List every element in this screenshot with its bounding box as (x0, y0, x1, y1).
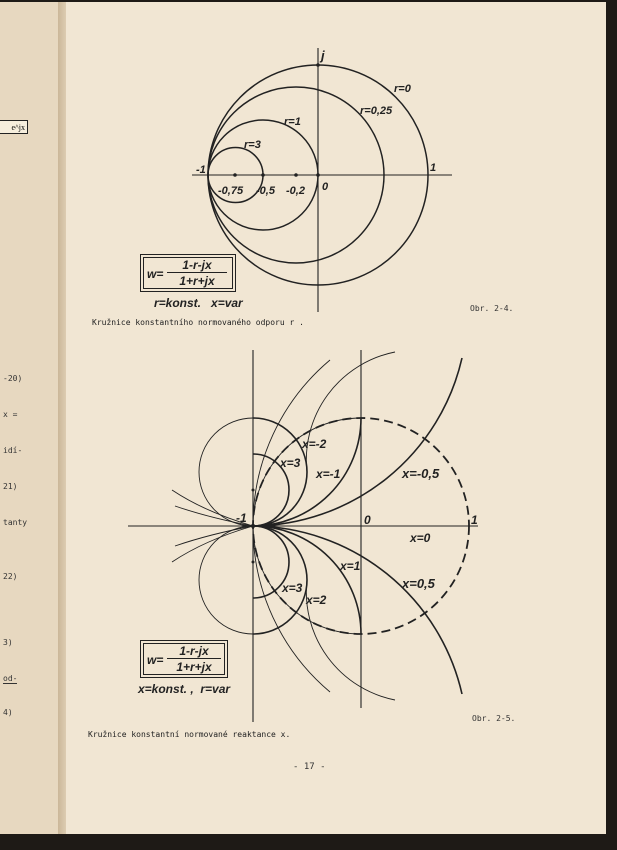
fig2-point-down (252, 561, 255, 564)
margin-line-7: 3) (3, 638, 13, 647)
margin-line-2: x = (3, 410, 18, 419)
fig2-label-minus1: -1 (236, 511, 247, 525)
fig2-label-xm05: x=-0,5 (402, 466, 440, 481)
fig1-label-minus1: -1 (196, 164, 206, 176)
fig2-thin-arc-upper-4 (306, 352, 395, 472)
fig1-obr: Obr. 2-4. (470, 304, 514, 313)
fig2-formula-denominator: 1+r+jx (176, 660, 212, 674)
margin-line-5: tanty (3, 518, 28, 527)
fig2-thin-arc-lower-1 (199, 526, 253, 634)
margin-line-6: 22) (3, 572, 18, 581)
fig1-point-origin (316, 173, 320, 177)
fig2-point-up (252, 489, 255, 492)
fig1-point-top (316, 63, 320, 67)
fig2-point-minus1 (251, 524, 255, 528)
fig1-condition: r=konst. x=var (154, 296, 243, 310)
fig1-point-minus02 (294, 173, 298, 177)
margin-line-1: -20) (3, 374, 23, 383)
fig2-obr: Obr. 2-5. (472, 714, 516, 723)
fig1-formula-denominator: 1+r+jx (179, 274, 215, 288)
margin-line-8: od- (3, 674, 18, 683)
fig2-arc-x2 (253, 526, 307, 634)
fig2-label-x05: x=0,5 (402, 576, 435, 591)
fig1-label-r025: r=0,25 (360, 105, 393, 117)
fig1-point-minus075 (233, 173, 237, 177)
left-formula-box-fragment: e^jx (0, 120, 28, 134)
fig1-label-minus075: -0,75 (218, 185, 244, 197)
fig2-label-x2: x=2 (306, 593, 327, 607)
fig2-arc-xm2 (253, 418, 307, 526)
margin-line-3: idí- (3, 446, 23, 455)
fig1-formula-numerator: 1-r-jx (167, 258, 227, 273)
fig1-label-one: 1 (430, 162, 437, 174)
fig1-formula-lhs: w= (147, 267, 164, 281)
fig1-label-minus05: -0,5 (256, 185, 275, 197)
fig1-label-zero: 0 (322, 181, 329, 193)
fig1-formula-box (140, 254, 236, 292)
fig1-caption: Kružnice konstantního normovaného odporu r . (92, 318, 304, 327)
fig1-label-r3: r=3 (244, 139, 261, 151)
fig2-label-x1: x=1 (340, 559, 361, 573)
fig1-point-minus05 (261, 173, 265, 177)
fig2-thin-arc-upper-1 (199, 418, 253, 526)
fig2-label-xm1: x=-1 (316, 467, 341, 481)
fig2-label-x0: x=0 (410, 531, 431, 545)
fig2-label-xm3: x=3 (280, 456, 301, 470)
fig1-label-r0: r=0 (394, 83, 411, 95)
fig1-label-r1: r=1 (284, 116, 301, 128)
fig2-formula-numerator: 1-r-jx (167, 644, 221, 659)
fig2-formula-box (140, 640, 228, 678)
fig2-label-one: 1 (471, 513, 478, 527)
fig2-condition: x=konst. , r=var (138, 682, 231, 696)
fig1-label-j: j (321, 48, 325, 63)
fig2-caption: Kružnice konstantní normované reaktance x. (88, 730, 291, 739)
fig2-label-zero: 0 (364, 513, 371, 527)
fig2-formula-lhs: w= (147, 653, 164, 667)
page-number: - 17 - (293, 762, 326, 772)
margin-line-9: 4) (3, 708, 13, 717)
fig1-label-minus02: -0,2 (286, 185, 305, 197)
margin-line-4: 21) (3, 482, 18, 491)
fig2-label-x3: x=3 (282, 581, 303, 595)
fig2-label-xm2: x=-2 (302, 437, 327, 451)
